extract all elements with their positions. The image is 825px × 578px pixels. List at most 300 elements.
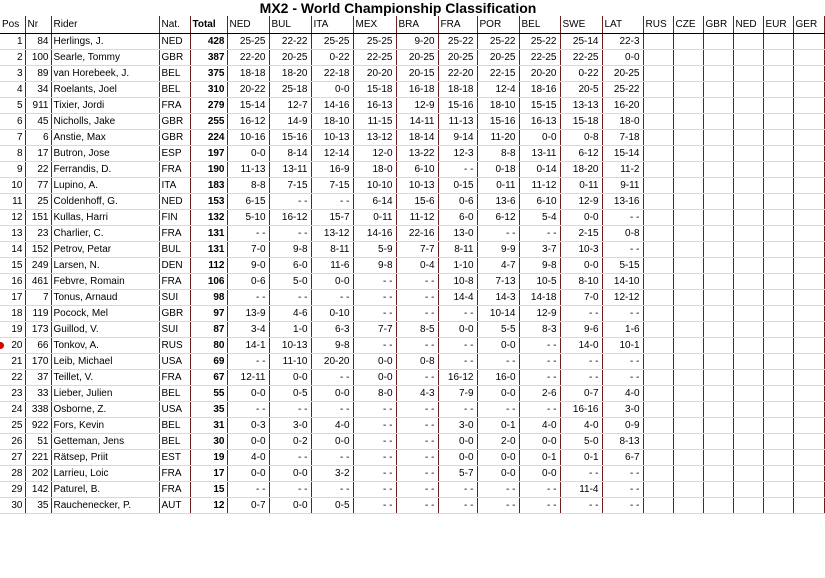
result-cell: [643, 257, 673, 273]
result-cell: 25-14: [560, 33, 602, 49]
result-cell: [643, 401, 673, 417]
result-cell: 0-0: [477, 465, 519, 481]
result-cell: 11-13: [227, 161, 269, 177]
rider-cell: Petrov, Petar: [51, 241, 159, 257]
result-cell: 7-15: [311, 177, 353, 193]
result-cell: 18-20: [269, 65, 311, 81]
result-cell: 5-9: [353, 241, 396, 257]
result-cell: [673, 337, 703, 353]
rider-cell: Butron, Jose: [51, 145, 159, 161]
nation-cell: FRA: [159, 97, 190, 113]
result-cell: - -: [560, 305, 602, 321]
number-cell: 170: [25, 353, 51, 369]
result-cell: - -: [227, 353, 269, 369]
result-cell: 13-0: [438, 225, 477, 241]
result-cell: 15-18: [353, 81, 396, 97]
column-header: NED: [227, 16, 269, 33]
result-cell: [763, 161, 793, 177]
position-cell: 21: [0, 353, 25, 369]
result-cell: 2-6: [519, 385, 560, 401]
nation-cell: BEL: [159, 385, 190, 401]
total-cell: 15: [190, 481, 227, 497]
result-cell: 22-20: [227, 49, 269, 65]
column-header: EUR: [763, 16, 793, 33]
result-cell: 5-5: [477, 321, 519, 337]
result-cell: [703, 369, 733, 385]
result-cell: [703, 321, 733, 337]
result-cell: 16-0: [477, 369, 519, 385]
result-cell: 7-15: [269, 177, 311, 193]
position-cell: 16: [0, 273, 25, 289]
total-cell: 131: [190, 225, 227, 241]
result-cell: 11-6: [311, 257, 353, 273]
result-cell: [673, 145, 703, 161]
result-cell: 15-16: [477, 113, 519, 129]
result-cell: - -: [560, 353, 602, 369]
result-cell: [643, 273, 673, 289]
column-header: BEL: [519, 16, 560, 33]
current-rider-marker-icon: [0, 342, 4, 349]
result-cell: [733, 353, 763, 369]
result-cell: 7-0: [560, 289, 602, 305]
column-header: ITA: [311, 16, 353, 33]
result-cell: 14-4: [438, 289, 477, 305]
rider-cell: Nicholls, Jake: [51, 113, 159, 129]
result-cell: - -: [477, 481, 519, 497]
result-cell: 0-9: [602, 417, 643, 433]
result-cell: 7-18: [602, 129, 643, 145]
position-cell: 29: [0, 481, 25, 497]
result-cell: 11-13: [438, 113, 477, 129]
result-cell: - -: [477, 225, 519, 241]
number-cell: 89: [25, 65, 51, 81]
result-cell: 20-20: [519, 65, 560, 81]
rider-cell: Searle, Tommy: [51, 49, 159, 65]
column-header: Pos: [0, 16, 25, 33]
number-cell: 35: [25, 497, 51, 513]
result-cell: 6-3: [311, 321, 353, 337]
result-cell: - -: [438, 161, 477, 177]
result-cell: [763, 273, 793, 289]
result-cell: 0-18: [477, 161, 519, 177]
result-cell: [643, 481, 673, 497]
total-cell: 131: [190, 241, 227, 257]
result-cell: 14-1: [227, 337, 269, 353]
result-cell: [643, 129, 673, 145]
result-cell: 4-7: [477, 257, 519, 273]
result-cell: 0-0: [519, 129, 560, 145]
result-cell: 15-7: [311, 209, 353, 225]
total-cell: 224: [190, 129, 227, 145]
result-cell: [703, 401, 733, 417]
rider-cell: Leib, Michael: [51, 353, 159, 369]
result-cell: [703, 129, 733, 145]
result-cell: - -: [353, 305, 396, 321]
result-cell: [763, 305, 793, 321]
result-cell: [703, 209, 733, 225]
result-cell: 8-5: [396, 321, 438, 337]
result-cell: [733, 81, 763, 97]
result-cell: 3-0: [269, 417, 311, 433]
total-cell: 19: [190, 449, 227, 465]
result-cell: [703, 49, 733, 65]
total-cell: 98: [190, 289, 227, 305]
result-cell: 0-1: [477, 417, 519, 433]
result-cell: 0-0: [227, 145, 269, 161]
result-cell: 9-8: [269, 241, 311, 257]
result-cell: 18-0: [353, 161, 396, 177]
column-header: BRA: [396, 16, 438, 33]
total-cell: 12: [190, 497, 227, 513]
result-cell: [793, 257, 824, 273]
position-cell: 19: [0, 321, 25, 337]
result-cell: [733, 209, 763, 225]
result-cell: [643, 209, 673, 225]
result-cell: [793, 289, 824, 305]
result-cell: 16-12: [227, 113, 269, 129]
result-cell: - -: [477, 497, 519, 513]
result-cell: 12-0: [353, 145, 396, 161]
result-cell: 10-13: [311, 129, 353, 145]
result-cell: 14-11: [396, 113, 438, 129]
position-cell: 24: [0, 401, 25, 417]
result-cell: 6-7: [602, 449, 643, 465]
position-cell: 28: [0, 465, 25, 481]
result-cell: 10-3: [560, 241, 602, 257]
number-cell: 7: [25, 289, 51, 305]
result-cell: 14-0: [560, 337, 602, 353]
total-cell: 279: [190, 97, 227, 113]
result-cell: - -: [396, 417, 438, 433]
number-cell: 25: [25, 193, 51, 209]
result-cell: - -: [519, 369, 560, 385]
result-cell: 0-0: [311, 433, 353, 449]
number-cell: 77: [25, 177, 51, 193]
result-cell: 3-2: [311, 465, 353, 481]
result-cell: 11-20: [477, 129, 519, 145]
number-cell: 152: [25, 241, 51, 257]
table-row: [0, 65, 824, 81]
result-cell: 13-13: [560, 97, 602, 113]
result-cell: - -: [477, 353, 519, 369]
result-cell: [763, 97, 793, 113]
result-cell: 4-0: [560, 417, 602, 433]
result-cell: [643, 305, 673, 321]
result-cell: [673, 433, 703, 449]
result-cell: - -: [353, 401, 396, 417]
total-cell: 30: [190, 433, 227, 449]
result-cell: [703, 385, 733, 401]
result-cell: 0-11: [560, 177, 602, 193]
position-cell: 30: [0, 497, 25, 513]
result-cell: 5-0: [269, 273, 311, 289]
result-cell: 16-13: [519, 113, 560, 129]
result-cell: 0-15: [438, 177, 477, 193]
total-cell: 67: [190, 369, 227, 385]
table-row: [0, 401, 824, 417]
nation-cell: EST: [159, 449, 190, 465]
number-cell: 37: [25, 369, 51, 385]
result-cell: [793, 337, 824, 353]
result-cell: 12-9: [560, 193, 602, 209]
result-cell: 0-5: [311, 497, 353, 513]
result-cell: - -: [353, 433, 396, 449]
result-cell: 20-20: [311, 353, 353, 369]
result-cell: - -: [353, 481, 396, 497]
result-cell: 0-7: [560, 385, 602, 401]
result-cell: - -: [396, 369, 438, 385]
result-cell: 0-2: [269, 433, 311, 449]
result-cell: 22-25: [353, 49, 396, 65]
result-cell: [733, 449, 763, 465]
result-cell: [643, 161, 673, 177]
result-cell: - -: [311, 369, 353, 385]
nation-cell: DEN: [159, 257, 190, 273]
result-cell: [703, 97, 733, 113]
result-cell: 8-8: [227, 177, 269, 193]
result-cell: - -: [560, 465, 602, 481]
column-header: Total: [190, 16, 227, 33]
position-cell: 18: [0, 305, 25, 321]
result-cell: [643, 449, 673, 465]
table-row: [0, 353, 824, 369]
result-cell: [643, 417, 673, 433]
nation-cell: RUS: [159, 337, 190, 353]
number-cell: 6: [25, 129, 51, 145]
number-cell: 142: [25, 481, 51, 497]
position-cell: 6: [0, 113, 25, 129]
result-cell: 22-15: [477, 65, 519, 81]
result-cell: 4-0: [311, 417, 353, 433]
nation-cell: BEL: [159, 433, 190, 449]
column-header: NED: [733, 16, 763, 33]
result-cell: 5-15: [602, 257, 643, 273]
result-cell: - -: [602, 353, 643, 369]
nation-cell: USA: [159, 353, 190, 369]
result-cell: 12-12: [602, 289, 643, 305]
column-header: FRA: [438, 16, 477, 33]
result-cell: - -: [227, 401, 269, 417]
result-cell: 25-25: [353, 33, 396, 49]
result-cell: [673, 257, 703, 273]
result-cell: 2-0: [477, 433, 519, 449]
result-cell: 0-22: [311, 49, 353, 65]
number-cell: 202: [25, 465, 51, 481]
result-cell: 6-12: [560, 145, 602, 161]
result-cell: 13-11: [519, 145, 560, 161]
result-cell: - -: [602, 209, 643, 225]
result-cell: [793, 449, 824, 465]
result-cell: 16-12: [438, 369, 477, 385]
result-cell: 4-0: [519, 417, 560, 433]
result-cell: 0-0: [477, 449, 519, 465]
result-cell: 25-25: [311, 33, 353, 49]
nation-cell: GBR: [159, 305, 190, 321]
result-cell: 6-15: [227, 193, 269, 209]
number-cell: 151: [25, 209, 51, 225]
result-cell: - -: [438, 401, 477, 417]
result-cell: 7-7: [353, 321, 396, 337]
result-cell: 11-10: [269, 353, 311, 369]
result-cell: - -: [353, 465, 396, 481]
result-cell: 0-0: [269, 369, 311, 385]
result-cell: [763, 209, 793, 225]
result-cell: [733, 497, 763, 513]
result-cell: 13-16: [602, 193, 643, 209]
table-row: [0, 481, 824, 497]
result-cell: 14-16: [311, 97, 353, 113]
position-cell: 15: [0, 257, 25, 273]
result-cell: 6-12: [477, 209, 519, 225]
result-cell: 0-4: [396, 257, 438, 273]
result-cell: 25-25: [227, 33, 269, 49]
result-cell: 0-0: [477, 337, 519, 353]
classification-table: [0, 16, 825, 514]
result-cell: - -: [519, 225, 560, 241]
result-cell: 8-3: [519, 321, 560, 337]
result-cell: 5-4: [519, 209, 560, 225]
rider-cell: Tixier, Jordi: [51, 97, 159, 113]
result-cell: [763, 81, 793, 97]
result-cell: [793, 129, 824, 145]
number-cell: 34: [25, 81, 51, 97]
result-cell: [793, 49, 824, 65]
position-cell: 22: [0, 369, 25, 385]
nation-cell: BEL: [159, 417, 190, 433]
result-cell: - -: [396, 337, 438, 353]
rider-cell: van Horebeek, J.: [51, 65, 159, 81]
result-cell: - -: [311, 481, 353, 497]
table-row: [0, 97, 824, 113]
result-cell: - -: [269, 481, 311, 497]
table-row: [0, 497, 824, 513]
table-row: [0, 385, 824, 401]
position-cell: 17: [0, 289, 25, 305]
rider-cell: Getteman, Jens: [51, 433, 159, 449]
result-cell: 25-22: [602, 81, 643, 97]
result-cell: 0-22: [560, 65, 602, 81]
rider-cell: Pocock, Mel: [51, 305, 159, 321]
result-cell: 0-0: [269, 497, 311, 513]
result-cell: - -: [353, 417, 396, 433]
result-cell: [793, 401, 824, 417]
result-cell: - -: [227, 225, 269, 241]
result-cell: [763, 289, 793, 305]
result-cell: 9-14: [438, 129, 477, 145]
result-cell: [763, 65, 793, 81]
position-cell: [0, 337, 25, 353]
result-cell: 0-0: [227, 465, 269, 481]
result-cell: [673, 321, 703, 337]
result-cell: [793, 209, 824, 225]
result-cell: [703, 353, 733, 369]
result-cell: [793, 241, 824, 257]
result-cell: 5-7: [438, 465, 477, 481]
result-cell: 10-8: [438, 273, 477, 289]
result-cell: 10-13: [269, 337, 311, 353]
result-cell: [763, 129, 793, 145]
result-cell: 6-10: [396, 161, 438, 177]
result-cell: [643, 385, 673, 401]
nation-cell: SUI: [159, 289, 190, 305]
result-cell: [793, 161, 824, 177]
result-cell: [793, 65, 824, 81]
result-cell: - -: [353, 289, 396, 305]
position-cell: 3: [0, 65, 25, 81]
result-cell: 22-22: [269, 33, 311, 49]
table-row: [0, 273, 824, 289]
result-cell: [673, 97, 703, 113]
total-cell: 183: [190, 177, 227, 193]
result-cell: [733, 177, 763, 193]
table-row: [0, 129, 824, 145]
result-cell: [763, 145, 793, 161]
result-cell: 11-15: [353, 113, 396, 129]
result-cell: 0-10: [311, 305, 353, 321]
result-cell: [733, 33, 763, 49]
result-cell: 7-0: [227, 241, 269, 257]
number-cell: 100: [25, 49, 51, 65]
result-cell: - -: [311, 449, 353, 465]
result-cell: 14-10: [602, 273, 643, 289]
result-cell: [733, 369, 763, 385]
rider-cell: Tonus, Arnaud: [51, 289, 159, 305]
result-cell: [733, 337, 763, 353]
result-cell: [733, 305, 763, 321]
result-cell: 0-0: [227, 433, 269, 449]
nation-cell: FRA: [159, 369, 190, 385]
result-cell: [733, 49, 763, 65]
result-cell: 20-25: [477, 49, 519, 65]
result-cell: 15-16: [269, 129, 311, 145]
table-row: [0, 49, 824, 65]
result-cell: 12-7: [269, 97, 311, 113]
result-cell: 22-25: [560, 49, 602, 65]
table-row: [0, 321, 824, 337]
result-cell: 0-8: [396, 353, 438, 369]
result-cell: - -: [396, 481, 438, 497]
result-cell: - -: [311, 193, 353, 209]
result-cell: [643, 337, 673, 353]
result-cell: [733, 65, 763, 81]
result-cell: 20-20: [353, 65, 396, 81]
total-cell: 97: [190, 305, 227, 321]
result-cell: 13-12: [311, 225, 353, 241]
result-cell: [733, 321, 763, 337]
result-cell: [643, 369, 673, 385]
nation-cell: FRA: [159, 481, 190, 497]
result-cell: 14-3: [477, 289, 519, 305]
result-cell: 14-9: [269, 113, 311, 129]
result-cell: 0-0: [227, 385, 269, 401]
result-cell: [673, 129, 703, 145]
result-cell: [673, 273, 703, 289]
page-title: MX2 - World Championship Classification: [259, 0, 537, 16]
nation-cell: SUI: [159, 321, 190, 337]
result-cell: [763, 353, 793, 369]
result-cell: [793, 177, 824, 193]
number-cell: 17: [25, 145, 51, 161]
result-cell: 11-12: [396, 209, 438, 225]
result-cell: [733, 385, 763, 401]
result-cell: 0-0: [477, 385, 519, 401]
result-cell: 7-7: [396, 241, 438, 257]
result-cell: 22-25: [519, 49, 560, 65]
result-cell: [793, 497, 824, 513]
result-cell: 0-0: [311, 273, 353, 289]
result-cell: 18-10: [311, 113, 353, 129]
result-cell: 1-0: [269, 321, 311, 337]
